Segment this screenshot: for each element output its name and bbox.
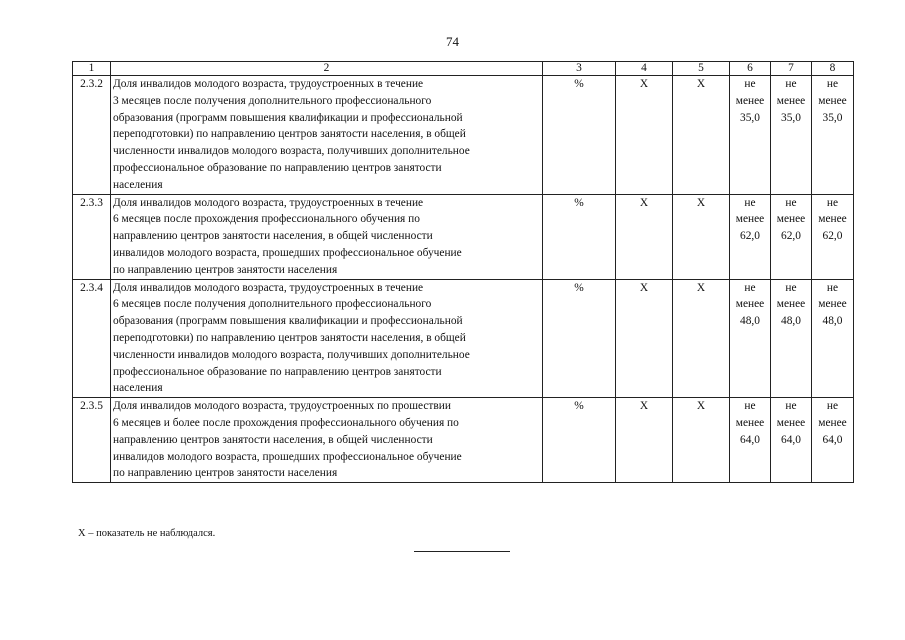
value-prefix: не (744, 78, 756, 90)
indicators-table (72, 61, 854, 483)
description-line: направлению центров занятости населения, в общей численности (113, 230, 433, 243)
row-number: 2.3.5 (73, 398, 111, 483)
value-prefix: не (744, 400, 756, 413)
value-number: 62,0 (740, 230, 760, 243)
value-number: 62,0 (781, 230, 801, 243)
value-prefix: не (785, 78, 797, 90)
table-row (73, 194, 854, 279)
not-observed-mark: Х (673, 279, 730, 398)
description-line: 3 месяцев после получения дополнительного профессионального (113, 94, 432, 107)
value-prefix: менее (776, 298, 806, 311)
target-value-cell (812, 279, 854, 398)
value-number: 64,0 (822, 433, 843, 446)
description-line: Доля инвалидов молодого возраста, трудоустроенных в течение (113, 281, 424, 294)
description-line: переподготовки) по направлению центров занятости населения, в общей (113, 128, 466, 141)
unit-cell: % (543, 194, 616, 279)
value-prefix: не (826, 196, 839, 209)
footnote: Х – показатель не наблюдался. (78, 528, 216, 539)
description-line: населения (113, 178, 163, 191)
value-prefix: менее (776, 416, 806, 429)
table-row (73, 398, 854, 483)
description-line: 6 месяцев после прохождения профессионального обучения по (113, 213, 420, 226)
value-number: 48,0 (740, 315, 760, 328)
value-prefix: менее (735, 298, 765, 311)
row-number: 2.3.4 (73, 279, 111, 398)
value-prefix: не (785, 196, 797, 209)
header-cell: 3 (543, 62, 616, 76)
description-line: образования (программ повышения квалификации и профессиональной (113, 111, 463, 124)
not-observed-mark: Х (616, 398, 673, 483)
header-cell: 8 (812, 62, 854, 76)
target-value-cell (812, 194, 854, 279)
value-number: 35,0 (781, 111, 801, 124)
row-number: 2.3.2 (73, 76, 111, 195)
header-cell: 4 (616, 62, 673, 76)
value-prefix: не (785, 400, 797, 413)
indicator-description (111, 76, 543, 195)
description-line: 6 месяцев после получения дополнительного профессионального (113, 298, 432, 311)
page-number: 74 (446, 34, 459, 49)
separator-line (414, 551, 510, 552)
value-prefix: менее (818, 298, 847, 311)
description-line: профессиональное образование по направлению центров занятости (113, 365, 442, 378)
value-prefix: менее (735, 94, 765, 107)
description-line: Доля инвалидов молодого возраста, трудоустроенных по прошествии (113, 400, 451, 413)
not-observed-mark: Х (673, 398, 730, 483)
table-row (73, 279, 854, 398)
value-number: 35,0 (822, 111, 843, 124)
description-line: направлению центров занятости населения, в общей численности (113, 433, 433, 446)
not-observed-mark: Х (616, 76, 673, 195)
value-number: 35,0 (740, 111, 760, 124)
header-cell: 6 (730, 62, 771, 76)
value-prefix: менее (735, 416, 765, 429)
not-observed-mark: Х (673, 76, 730, 195)
indicator-description (111, 279, 543, 398)
target-value-cell (730, 194, 771, 279)
header-row (73, 62, 854, 76)
value-prefix: менее (776, 213, 806, 226)
table-row (73, 76, 854, 195)
value-number: 64,0 (740, 433, 760, 446)
value-number: 48,0 (781, 315, 801, 328)
unit-cell: % (543, 76, 616, 195)
target-value-cell (771, 398, 812, 483)
value-prefix: не (785, 281, 797, 294)
description-line: Доля инвалидов молодого возраста, трудоустроенных в течение (113, 78, 424, 90)
description-line: образования (программ повышения квалификации и профессиональной (113, 315, 463, 328)
header-cell: 2 (111, 62, 543, 76)
indicator-description (111, 398, 543, 483)
target-value-cell (730, 76, 771, 195)
target-value-cell (812, 76, 854, 195)
description-line: инвалидов молодого возраста, прошедших профессиональное обучение (113, 246, 462, 259)
value-prefix: не (826, 400, 839, 413)
not-observed-mark: Х (616, 194, 673, 279)
value-prefix: менее (818, 213, 847, 226)
unit-cell: % (543, 398, 616, 483)
indicator-description (111, 194, 543, 279)
value-prefix: менее (776, 94, 806, 107)
target-value-cell (771, 279, 812, 398)
unit-cell: % (543, 279, 616, 398)
description-line: численности инвалидов молодого возраста, получивших дополнительное (113, 145, 470, 158)
value-number: 64,0 (781, 433, 801, 446)
description-line: профессиональное образование по направлению центров занятости (113, 161, 442, 174)
value-prefix: не (744, 196, 756, 209)
description-line: по направлению центров занятости населения (113, 467, 338, 480)
value-prefix: не (744, 281, 756, 294)
header-cell: 7 (771, 62, 812, 76)
target-value-cell (771, 76, 812, 195)
value-number: 62,0 (822, 230, 843, 243)
value-prefix: менее (818, 416, 847, 429)
target-value-cell (771, 194, 812, 279)
value-prefix: менее (735, 213, 765, 226)
value-prefix: не (826, 78, 839, 90)
target-value-cell (730, 398, 771, 483)
not-observed-mark: Х (673, 194, 730, 279)
not-observed-mark: Х (616, 279, 673, 398)
description-line: по направлению центров занятости населения (113, 263, 338, 276)
value-number: 48,0 (822, 315, 843, 328)
value-prefix: менее (818, 94, 847, 107)
description-line: Доля инвалидов молодого возраста, трудоустроенных в течение (113, 196, 424, 209)
description-line: населения (113, 382, 163, 395)
description-line: 6 месяцев и более после прохождения профессионального обучения по (113, 416, 459, 429)
target-value-cell (812, 398, 854, 483)
header-cell: 5 (673, 62, 730, 76)
row-number: 2.3.3 (73, 194, 111, 279)
description-line: переподготовки) по направлению центров занятости населения, в общей (113, 331, 466, 344)
header-cell: 1 (73, 62, 111, 76)
description-line: инвалидов молодого возраста, прошедших профессиональное обучение (113, 450, 462, 463)
target-value-cell (730, 279, 771, 398)
description-line: численности инвалидов молодого возраста, получивших дополнительное (113, 348, 470, 361)
value-prefix: не (826, 281, 839, 294)
